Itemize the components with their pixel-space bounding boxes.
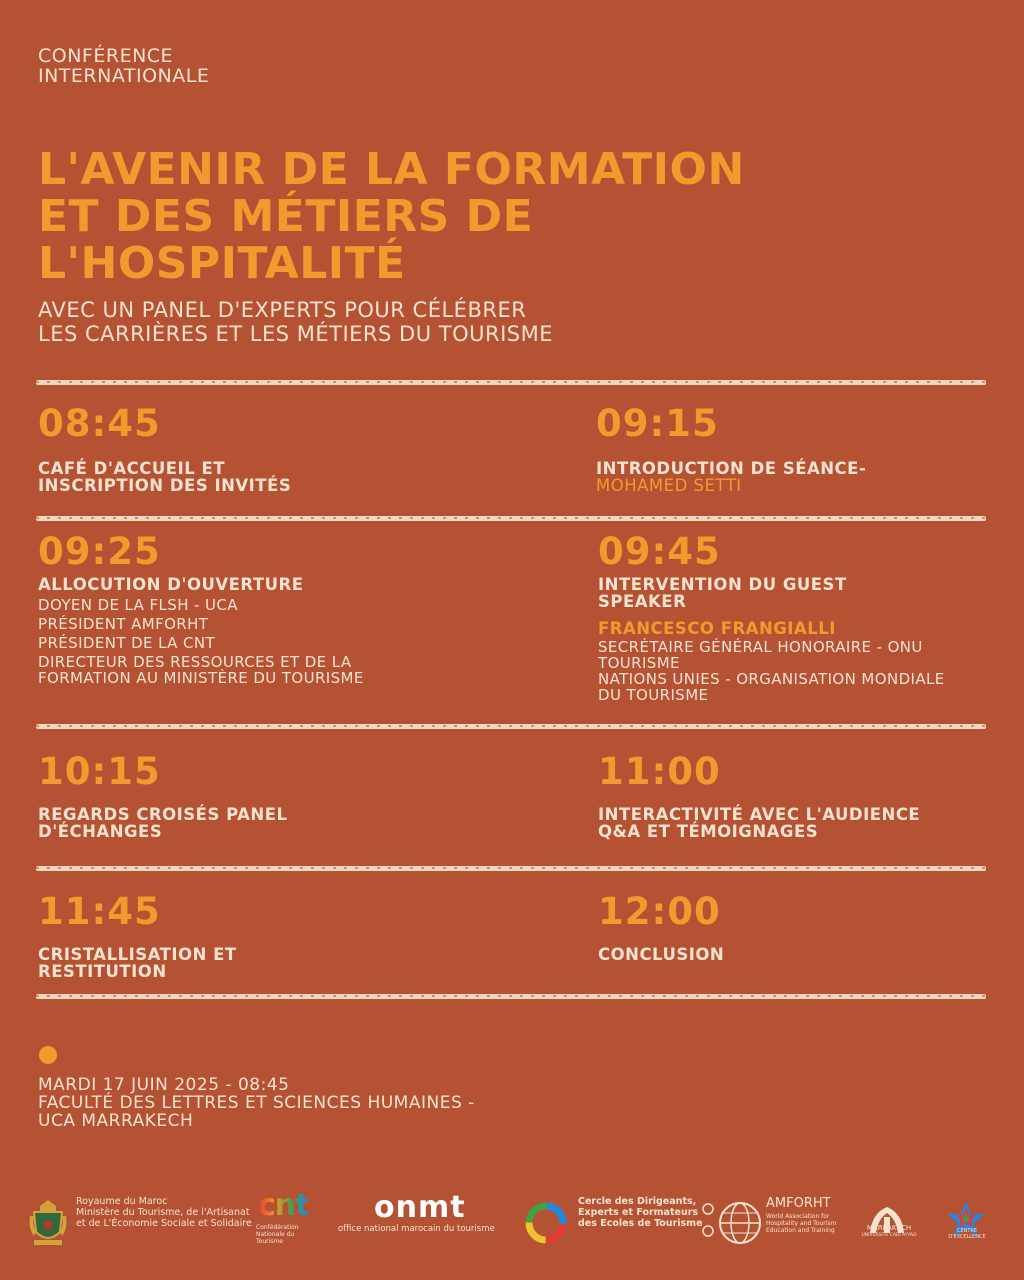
divider [36,866,986,871]
slot-time: 08:45 [38,402,161,445]
schedule-slot-1200 [598,892,998,963]
schedule-slot-0915 [596,404,996,494]
slot-detail: PRÉSIDENT DE LA CNT [38,634,216,652]
schedule-slot-1015 [38,752,438,840]
slot-label: ALLOCUTION D'OUVERTURE [38,575,304,594]
event-info [38,1076,475,1130]
schedule-slot-0945 [598,532,998,703]
schedule-slot-1100 [598,752,998,840]
schedule-slot-0925 [38,532,438,686]
page-subtitle [38,298,553,346]
divider [36,724,986,729]
cnt-logo-text: cnt [258,1188,309,1223]
ministry-logo-text [76,1196,252,1229]
slot-detail: PRÉSIDENT AMFORHT [38,615,209,633]
slot-label: CRISTALLISATION ET [38,945,237,964]
slot-detail: SECRÉTAIRE GÉNÉRAL HONORAIRE - ONU [598,638,923,656]
cnt-logo [258,1188,308,1223]
divider [36,516,986,521]
amforht-logo-text: AMFORHT [766,1196,831,1211]
cnt-logo-subtitle: Confédération Nationale du Tourisme [256,1224,299,1245]
slot-detail: TOURISME [598,654,680,672]
slot-time: 09:45 [598,530,721,573]
slot-label: D'ÉCHANGES [38,822,163,841]
divider [36,380,986,385]
slot-time: 10:15 [38,750,161,793]
slot-label: INSCRIPTION DES INVITÉS [38,476,292,495]
onmt-logo-subtitle: office national marocain du tourisme [338,1224,495,1234]
kicker-line: CONFÉRENCE [38,45,174,67]
slot-detail: DIRECTEUR DES RESSOURCES ET DE LA [38,653,352,671]
slot-detail: DOYEN DE LA FLSH - UCA [38,596,238,614]
slot-time: 11:00 [598,750,721,793]
ministry-line: Ministère du Tourisme, de l'Artisanat [76,1207,250,1218]
event-date: MARDI 17 JUIN 2025 - 08:45 [38,1075,290,1095]
slot-time: 09:15 [596,402,719,445]
slot-detail: FORMATION AU MINISTÈRE DU TOURISME [38,669,364,687]
bullet-dot-icon [39,1046,57,1064]
slot-detail: DU TOURISME [598,686,709,704]
marrakech-logo-subtitle: UNIVERSITÉ CADI AYYAD [861,1233,917,1238]
subtitle-line: LES CARRIÈRES ET LES MÉTIERS DU TOURISME [38,322,553,346]
slot-label: RESTITUTION [38,962,167,981]
slot-label: INTERVENTION DU GUEST [598,575,847,594]
morocco-coat-of-arms-icon [26,1188,70,1258]
marrakech-university-icon [864,1186,910,1256]
marrakech-logo-text: MARRAKECH [866,1224,912,1232]
slot-label: REGARDS CROISÉS PANEL [38,805,288,824]
conference-kicker [38,46,209,86]
title-line: L'HOSPITALITÉ [38,238,406,289]
slot-label: INTERACTIVITÉ AVEC L'AUDIENCE [598,805,921,824]
slot-time: 12:00 [598,890,721,933]
excellence-star-icon [944,1184,988,1254]
slot-speaker: FRANCESCO FRANGIALLI [598,619,836,638]
cercle-logo-text [578,1196,703,1229]
title-line: L'AVENIR DE LA FORMATION [38,144,745,195]
slot-time: 11:45 [38,890,161,933]
event-venue: UCA MARRAKECH [38,1111,194,1131]
cercle-line: des Ecoles de Tourisme [578,1218,703,1229]
cercle-ring-icon [522,1188,570,1258]
event-venue: FACULTÉ DES LETTRES ET SCIENCES HUMAINES - [38,1093,475,1113]
ministry-line: et de L'Économie Sociale et Solidaire [76,1218,252,1229]
amforht-globe-icon [700,1188,762,1258]
cercle-line: Experts et Formateurs [578,1207,699,1218]
onmt-logo: onmt [374,1190,466,1225]
partner-logos [0,1180,1024,1250]
subtitle-line: AVEC UN PANEL D'EXPERTS POUR CÉLÉBRER [38,298,527,322]
slot-label: Q&A ET TÉMOIGNAGES [598,822,819,841]
amforht-logo-subtitle: World Association for Hospitality and Tourism Education and Training [766,1213,837,1234]
slot-label: INTRODUCTION DE SÉANCE- [596,459,867,478]
slot-label: CAFÉ D'ACCUEIL ET [38,459,225,478]
schedule-slot-1145 [38,892,438,980]
slot-time: 09:25 [38,530,161,573]
slot-detail: NATIONS UNIES - ORGANISATION MONDIALE [598,670,945,688]
excellence-logo-text: CENTRE D'EXCELLENCE [948,1228,986,1240]
cercle-line: Cercle des Dirigeants, [578,1196,697,1207]
slot-label: SPEAKER [598,592,687,611]
page-title [38,146,988,287]
title-line: ET DES MÉTIERS DE [38,191,534,242]
divider [36,994,986,999]
schedule-slot-0845 [38,404,438,494]
kicker-line: INTERNATIONALE [38,65,210,87]
ministry-line: Royaume du Maroc [76,1196,168,1207]
slot-label: CONCLUSION [598,945,725,964]
slot-speaker: MOHAMED SETTI [596,476,742,495]
